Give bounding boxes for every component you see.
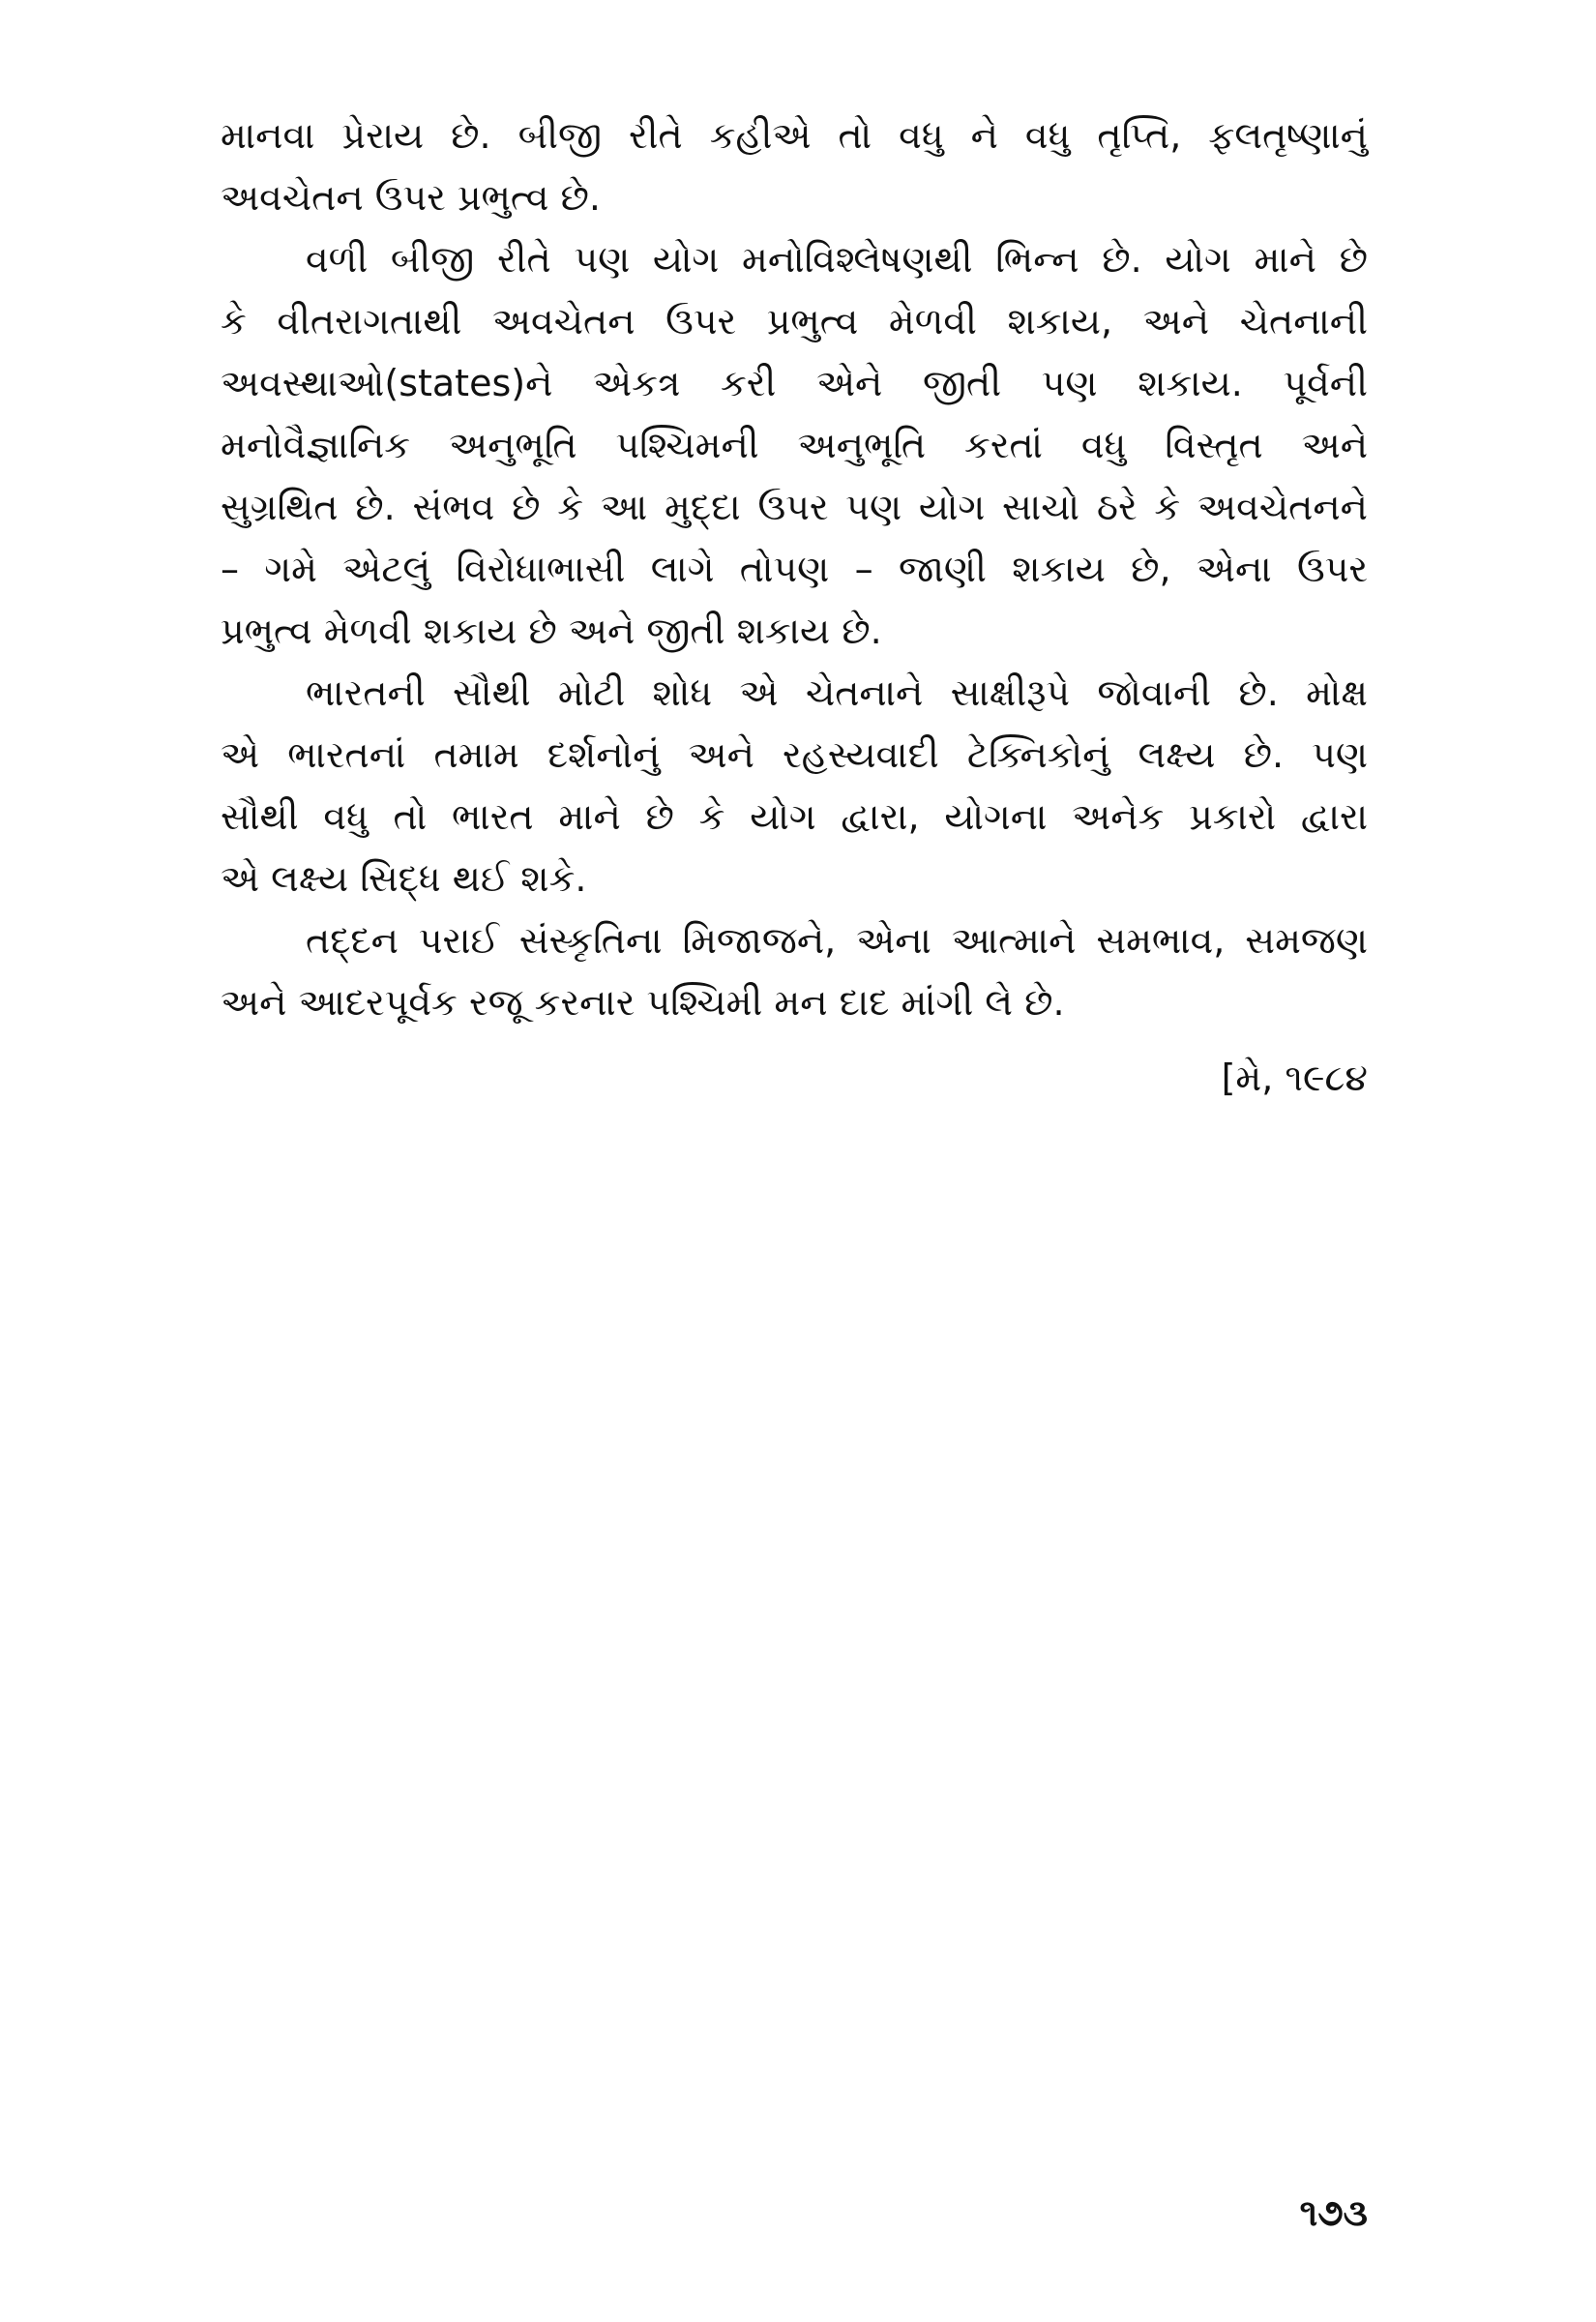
body-text (221, 104, 1368, 1033)
text-line: વળી બીજી રીતે પણ યોગ મનોવિશ્લેષણથી ભિન્ન છે. યોગ માને છે (306, 238, 1368, 281)
text-line: અને આદરપૂર્વક રજૂ કરનાર પશ્ચિમી મન દાદ માંગી લે છે. (221, 981, 1065, 1024)
text-line: સૌથી વધુ તો ભારત માને છે કે યોગ દ્વારા, યોગના અનેક પ્રકારો દ્વારા (221, 795, 1368, 838)
text-line: ભારતની સૌથી મોટી શોધ એ ચેતનાને સાક્ષીરૂપે જોવાની છે. મોક્ષ (306, 671, 1368, 714)
paragraph-2 (221, 228, 1368, 662)
text-line: માનવા પ્રેરાય છે. બીજી રીતે કહીએ તો વધુ ને વધુ તૃપ્તિ, ફલતૃષ્ણાનું (221, 114, 1368, 157)
text-line: કે વીતરાગતાથી અવચેતન ઉપર પ્રભુત્વ મેળવી શકાય, અને ચેતનાની (221, 300, 1368, 342)
text-line: પ્રભુત્વ મેળવી શકાય છે અને જીતી શકાય છે. (221, 610, 882, 652)
paragraph-4 (221, 909, 1368, 1033)
paragraph-3 (221, 662, 1368, 909)
text-line: અવચેતન ઉપર પ્રભુત્વ છે. (221, 176, 602, 219)
date-note: [મે, ૧૯૮૪ (1221, 1057, 1368, 1099)
page-number: ૧૭૩ (1299, 2191, 1368, 2234)
text-line: સુગ્રથિત છે. સંભવ છે કે આ મુદ્દા ઉપર પણ યોગ સાચો ઠરે કે અવચેતનને (221, 486, 1368, 528)
paragraph-1 (221, 104, 1368, 228)
text-line: તદ્દન પરાઈ સંસ્કૃતિના મિજાજને, એના આત્માને સમભાવ, સમજણ (306, 919, 1368, 962)
text-line: અવસ્થાઓ(states)ને એકત્ર કરી એને જીતી પણ શકાય. પૂર્વની (221, 362, 1368, 404)
text-line: એ લક્ષ્ય સિદ્ધ થઈ શકે. (221, 857, 587, 900)
text-line: મનોવૈજ્ઞાનિક અનુભૂતિ પશ્ચિમની અનુભૂતિ કરતાં વધુ વિસ્તૃત અને (221, 424, 1368, 466)
text-line: – ગમે એટલું વિરોધાભાસી લાગે તોપણ – જાણી શકાય છે, એના ઉપર (221, 548, 1368, 590)
text-line: એ ભારતનાં તમામ દર્શનોનું અને રહસ્યવાદી ટેક્નિકોનું લક્ષ્ય છે. પણ (221, 733, 1368, 776)
